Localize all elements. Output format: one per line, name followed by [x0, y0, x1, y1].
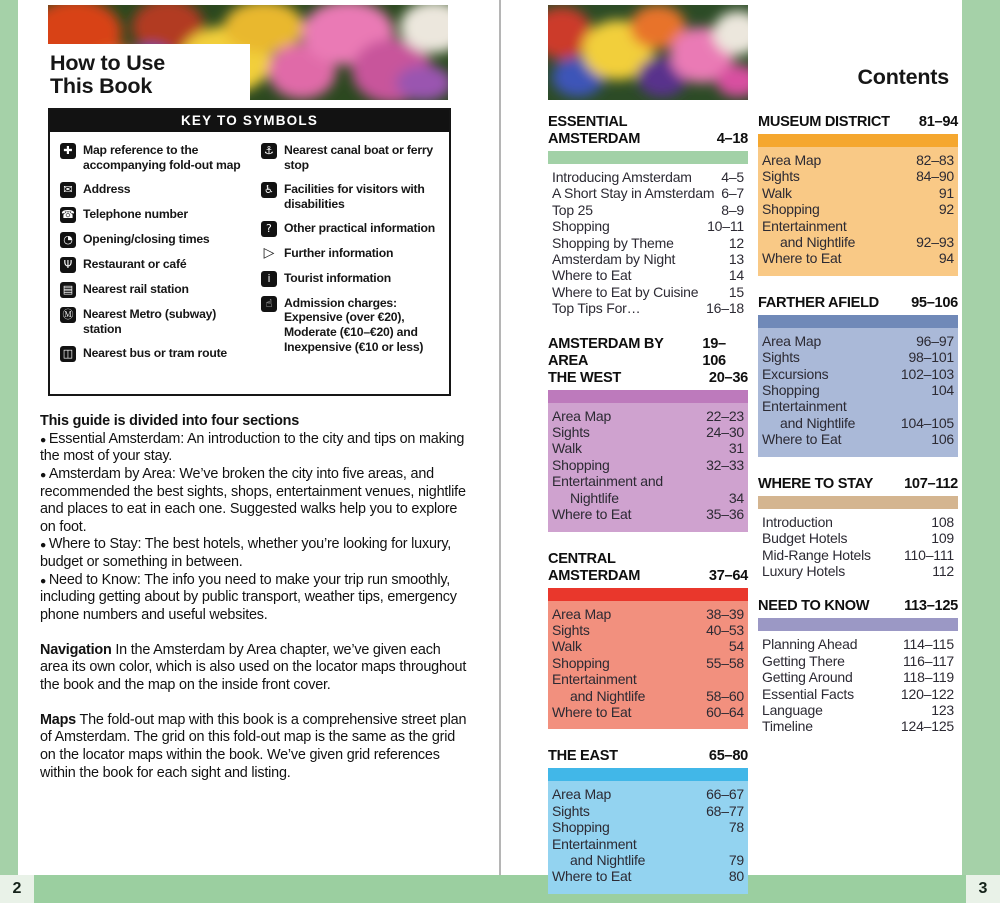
toc-item	[552, 819, 744, 835]
toc-item-label: Entertainment	[552, 671, 637, 688]
toc-item-label: Walk	[552, 440, 582, 457]
right-margin-strip	[962, 0, 1000, 875]
toc-section-header	[758, 598, 958, 615]
toc-section-the-west	[548, 336, 748, 532]
toc-item-label: Introducing Amsterdam	[552, 169, 692, 185]
toc-section-pages: 65–80	[708, 748, 748, 765]
toc-item-label: Entertainment	[762, 217, 847, 234]
maps-paragraph	[40, 712, 470, 783]
toc-block	[758, 315, 958, 457]
toc-item	[552, 704, 744, 720]
toc-item-pages: 14	[728, 267, 744, 284]
toc-item	[552, 218, 744, 234]
toc-section-pages: 113–125	[904, 598, 958, 615]
bullet-item: ● Amsterdam by Area: We’ve broken the city into five areas, and recommended the best sights, shops, entertainment venues, nightlife and places to eat in each one. Suggested walks help you to explore on foot.	[40, 466, 470, 537]
toc-item	[552, 490, 744, 506]
key-item-label: Nearest rail station	[83, 281, 189, 296]
toc-item	[762, 185, 954, 201]
toc-item-pages: 15	[728, 283, 744, 300]
toc-section-header	[548, 551, 748, 568]
maps-lead: Maps	[40, 711, 76, 728]
toc-section-title: ESSENTIAL	[548, 114, 628, 130]
toc-item-pages	[738, 473, 744, 489]
toc-item-pages: 84–90	[916, 168, 954, 185]
toc-section-need-to-know	[758, 598, 958, 734]
toc-item	[762, 563, 954, 579]
toc-item-label: and Nightlife	[570, 687, 646, 704]
toc-item-label: Top Tips For…	[552, 300, 641, 317]
toc-item-label: Getting Around	[762, 669, 853, 686]
toc-section-the-east	[548, 748, 748, 893]
toc-item-pages: 92–93	[916, 234, 954, 251]
toc-item-label: Mid-Range Hotels	[762, 546, 871, 563]
toc-item-pages: 22–23	[706, 407, 744, 424]
toc-section-title: WHERE TO STAY	[758, 475, 874, 492]
toc-item-list	[758, 147, 958, 276]
toc-section-title: MUSEUM DISTRICT	[758, 114, 890, 130]
bus-tram-icon: ◫	[60, 346, 76, 362]
toc-item-pages: 10–11	[707, 218, 744, 235]
toc-item-pages: 118–119	[902, 669, 954, 686]
toc-item-label: Luxury Hotels	[762, 562, 845, 579]
toc-item	[762, 382, 954, 398]
toc-section-header	[758, 295, 958, 312]
key-item	[261, 221, 443, 237]
toc-item-pages: 66–67	[706, 786, 744, 803]
toc-item-pages: 40–53	[706, 621, 744, 638]
toc-section-header	[548, 114, 748, 131]
toc-item	[552, 836, 744, 852]
toc-item	[552, 284, 744, 300]
toc-item-pages: 13	[728, 251, 744, 268]
key-item	[60, 207, 253, 223]
key-item	[261, 182, 443, 212]
toc-item-pages: 114–115	[902, 636, 954, 653]
toc-item-pages: 12	[728, 234, 744, 251]
toc-item-label: and Nightlife	[570, 851, 646, 868]
toc-color-bar	[758, 618, 958, 631]
toc-item-pages: 78	[728, 819, 744, 836]
toc-item-pages: 108	[931, 513, 954, 530]
key-item-label: Restaurant or café	[83, 256, 187, 271]
toc-item-list	[758, 631, 958, 734]
tourist-info-icon: i	[261, 271, 277, 287]
toc-item	[762, 415, 954, 431]
toc-item-pages	[738, 836, 744, 852]
sections-paragraph	[40, 413, 470, 625]
key-item	[60, 257, 253, 273]
toc-item-label: Area Map	[552, 407, 612, 424]
toc-item	[762, 234, 954, 250]
guide-description	[40, 413, 470, 782]
key-to-symbols-title: KEY TO SYMBOLS	[50, 110, 449, 132]
toc-item-label: Where to Eat	[552, 703, 632, 720]
toc-item	[762, 168, 954, 184]
key-column-left	[60, 143, 253, 371]
bottom-bar	[0, 875, 1000, 903]
toc-item-label: Where to Eat	[762, 250, 842, 267]
toc-color-bar	[758, 134, 958, 147]
page-title	[40, 44, 250, 106]
toc-item-pages: 58–60	[706, 687, 744, 704]
toc-section-pages: 107–112	[904, 475, 958, 492]
toc-color-bar	[548, 768, 748, 781]
toc-item-label: Nightlife	[570, 489, 619, 506]
bullet-item: ● Need to Know: The info you need to make your trip run smoothly, including getting about by public transport, weather tips, emergency phone numbers and useful websites.	[40, 572, 470, 625]
page-number-left: 2	[0, 875, 34, 903]
bullet-item: ● Where to Stay: The best hotels, whether you’re looking for luxury, budget or something in between.	[40, 536, 470, 571]
disabilities-icon: ♿	[261, 182, 277, 198]
toc-section-header	[758, 476, 958, 493]
toc-section-header	[758, 114, 958, 131]
toc-item	[762, 398, 954, 414]
toc-section-header	[548, 131, 748, 148]
toc-section-museum-district	[758, 114, 958, 276]
toc-item	[552, 622, 744, 638]
toc-column-1	[548, 114, 748, 903]
toc-item	[552, 688, 744, 704]
toc-color-bar	[758, 496, 958, 509]
toc-item	[552, 424, 744, 440]
toc-item-label: Shopping	[762, 382, 820, 399]
bullet-item: ● Essential Amsterdam: An introduction to the city and tips on making the most of your stay.	[40, 431, 470, 466]
toc-item	[762, 366, 954, 382]
key-item-label: Nearest Metro (subway) station	[83, 306, 217, 336]
toc-section-pages: 4–18	[716, 131, 748, 147]
toc-item-pages: 104	[931, 382, 954, 399]
telephone-icon: ☎	[61, 207, 75, 221]
toc-item	[552, 300, 744, 316]
page-number-right: 3	[966, 875, 1000, 903]
navigation-text: In the Amsterdam by Area chapter, we’ve given each area its own color, which is also used on the locator maps throughout the book and the map on the inside front cover.	[40, 641, 467, 693]
toc-item-pages: 60–64	[706, 703, 744, 720]
toc-item-list	[548, 601, 748, 730]
toc-item-pages: 54	[728, 638, 744, 655]
toc-item	[552, 408, 744, 424]
key-item-label: Further information	[283, 245, 394, 260]
key-item	[60, 232, 253, 248]
toc-item	[762, 530, 954, 546]
toc-item-pages: 79	[728, 851, 744, 868]
toc-item-pages: 32–33	[706, 456, 744, 473]
toc-item	[762, 514, 954, 530]
toc-item	[762, 218, 954, 234]
toc-item-pages: 16–18	[706, 300, 744, 317]
toc-item	[552, 606, 744, 622]
contents-title: Contents	[857, 64, 949, 89]
toc-section-essential-amsterdam	[548, 114, 748, 317]
toc-section-title: AMSTERDAM BY AREA	[548, 335, 664, 369]
toc-section-central-amsterdam	[548, 551, 748, 730]
admission-charges-icon: ☝	[261, 296, 277, 312]
toc-item-label: Where to Eat	[552, 267, 632, 284]
left-margin-strip	[0, 0, 18, 875]
toc-item-pages: 24–30	[706, 424, 744, 441]
key-item	[60, 307, 253, 337]
toc-item-label: Entertainment	[552, 835, 637, 852]
key-to-symbols-columns	[50, 132, 449, 371]
toc-item-pages: 4–5	[721, 169, 744, 185]
canal-boat-icon: ⚓	[261, 143, 277, 159]
key-item	[261, 271, 443, 287]
navigation-paragraph	[40, 642, 470, 695]
toc-item	[762, 333, 954, 349]
toc-item-list	[758, 328, 958, 457]
toc-item	[762, 152, 954, 168]
toc-item-label: Introduction	[762, 513, 833, 530]
toc-item	[552, 169, 744, 185]
toc-section-pages: 19–106	[702, 335, 726, 369]
key-item	[60, 346, 253, 362]
toc-item-label: Language	[762, 701, 823, 718]
toc-item-pages: 98–101	[908, 349, 954, 366]
toc-item-label: Planning Ahead	[762, 636, 858, 653]
toc-item-label: Area Map	[762, 332, 822, 349]
toc-item-list	[548, 164, 748, 317]
toc-item-pages: 82–83	[916, 152, 954, 168]
toc-section-header	[548, 336, 748, 370]
toc-item	[762, 653, 954, 669]
practical-info-icon: ?	[261, 221, 277, 237]
toc-item-pages: 6–7	[721, 185, 744, 202]
page-title-line1: How to Use	[50, 51, 166, 75]
toc-section-pages: 81–94	[918, 114, 958, 130]
toc-item-pages: 120–122	[900, 685, 954, 702]
toc-section-title: THE EAST	[548, 748, 618, 765]
toc-item	[762, 686, 954, 702]
toc-item-label: Shopping	[762, 201, 820, 218]
toc-item-pages: 92	[938, 201, 954, 218]
key-item-label: Nearest bus or tram route	[83, 345, 227, 360]
toc-item-label: Sights	[762, 349, 800, 366]
toc-item-pages: 104–105	[900, 414, 954, 431]
toc-item-label: Timeline	[762, 718, 813, 735]
toc-item-pages	[948, 398, 954, 414]
toc-section-header	[548, 748, 748, 765]
toc-item	[552, 638, 744, 654]
toc-item-pages: 55–58	[706, 654, 744, 671]
key-item	[60, 282, 253, 298]
opening-times-icon: ◔	[60, 232, 76, 248]
toc-item-pages: 68–77	[706, 802, 744, 819]
toc-item-label: Amsterdam by Night	[552, 251, 676, 268]
toc-section-title: THE WEST	[548, 369, 621, 386]
toc-color-bar	[548, 390, 748, 403]
key-item-label: Address	[83, 181, 131, 196]
toc-item-pages: 8–9	[721, 201, 744, 218]
toc-item-label: Where to Eat	[762, 431, 842, 448]
toc-item	[552, 655, 744, 671]
toc-item-label: Shopping	[552, 819, 610, 836]
key-item-label: Nearest canal boat or ferry stop	[283, 143, 434, 172]
key-item	[60, 143, 253, 173]
toc-item-label: Shopping	[552, 456, 610, 473]
toc-item	[762, 702, 954, 718]
toc-section-farther-afield	[758, 295, 958, 457]
page-gutter	[499, 0, 501, 875]
toc-item-label: Where to Eat	[552, 868, 632, 885]
toc-item-pages: 116–117	[902, 652, 954, 669]
toc-item-pages: 35–36	[706, 506, 744, 523]
toc-item	[552, 457, 744, 473]
toc-item-pages: 80	[728, 868, 744, 885]
toc-item-label: Shopping	[552, 654, 610, 671]
toc-item-label: Walk	[762, 184, 792, 201]
toc-item	[552, 202, 744, 218]
key-item-label: Map reference to the accompanying fold-out map	[83, 143, 241, 172]
toc-item-pages: 123	[931, 701, 954, 718]
toc-item-label: Getting There	[762, 652, 845, 669]
toc-block	[758, 134, 958, 276]
rail-station-icon: ▤	[60, 282, 76, 298]
key-to-symbols-box	[48, 108, 451, 396]
key-item	[261, 143, 443, 173]
toc-item-label: Excursions	[762, 365, 829, 382]
toc-item-label: Sights	[552, 621, 590, 638]
key-item-label: Other practical information	[283, 220, 436, 235]
toc-item-pages: 106	[931, 431, 954, 448]
map-reference-icon: ✚	[60, 143, 76, 159]
toc-item-label: Sights	[552, 424, 590, 441]
toc-section-header	[548, 568, 748, 585]
toc-column-2	[758, 114, 958, 754]
toc-item	[552, 185, 744, 201]
navigation-lead: Navigation	[40, 641, 112, 658]
toc-item-label: Area Map	[552, 786, 612, 803]
toc-item-label: A Short Stay in Amsterdam	[552, 185, 715, 202]
toc-item	[552, 440, 744, 456]
toc-item-pages: 34	[728, 489, 744, 506]
toc-item	[552, 671, 744, 687]
toc-block	[548, 390, 748, 532]
toc-item	[552, 251, 744, 267]
section-bullet-list	[40, 431, 470, 625]
toc-item-label: Sights	[762, 168, 800, 185]
toc-item-label: Essential Facts	[762, 685, 854, 702]
toc-item-pages: 109	[931, 530, 954, 547]
toc-item-list	[548, 403, 748, 532]
toc-section-pages: 37–64	[708, 567, 748, 584]
key-item-label: Facilities for visitors with disabilities	[283, 181, 425, 211]
toc-item-pages	[948, 218, 954, 234]
toc-color-bar	[548, 588, 748, 601]
toc-item-label: Entertainment and	[552, 473, 664, 490]
page-title-line2: This Book	[50, 74, 153, 98]
contents-title-box	[752, 52, 955, 102]
toc-item-list	[548, 781, 748, 893]
sections-heading: This guide is divided into four sections	[40, 413, 300, 429]
key-column-right	[261, 143, 443, 371]
toc-item-pages: 102–103	[900, 365, 954, 382]
toc-item	[762, 718, 954, 734]
key-item-label: Opening/closing times	[83, 231, 210, 246]
restaurant-icon: Ψ	[60, 257, 76, 273]
toc-block	[548, 151, 748, 317]
toc-item	[552, 235, 744, 251]
address-icon: ✉	[60, 182, 76, 198]
key-item	[261, 246, 443, 262]
key-item	[261, 296, 443, 356]
toc-item-pages: 110–111	[904, 546, 954, 563]
toc-item	[762, 636, 954, 652]
toc-item	[552, 267, 744, 283]
toc-item	[762, 431, 954, 447]
toc-item	[552, 786, 744, 802]
toc-item-label: Top 25	[552, 201, 593, 218]
toc-item	[552, 852, 744, 868]
toc-item-pages: 96–97	[916, 332, 954, 349]
metro-station-icon: Ⓜ	[60, 307, 76, 323]
toc-section-pages: 95–106	[911, 294, 958, 311]
toc-item-pages: 91	[938, 184, 954, 201]
toc-section-header	[548, 370, 748, 387]
toc-item-pages: 124–125	[900, 718, 954, 735]
toc-item-pages: 94	[938, 250, 954, 267]
toc-item-label: Entertainment	[762, 398, 847, 415]
toc-item-label: Budget Hotels	[762, 530, 848, 547]
toc-section-title: AMSTERDAM	[548, 131, 641, 147]
toc-item	[762, 349, 954, 365]
toc-item-label: and Nightlife	[780, 234, 856, 251]
toc-color-bar	[758, 315, 958, 328]
toc-item-label: Where to Eat by Cuisine	[552, 283, 699, 300]
toc-item-pages: 112	[932, 562, 954, 579]
toc-section-title: CENTRAL	[548, 550, 616, 567]
toc-item-pages: 31	[728, 440, 744, 457]
toc-block	[758, 496, 958, 580]
further-info-icon: ▷	[263, 244, 275, 261]
key-item	[60, 182, 253, 198]
key-item-label: Telephone number	[83, 206, 188, 221]
toc-item-list	[758, 509, 958, 580]
toc-item	[762, 669, 954, 685]
toc-section-title: FARTHER AFIELD	[758, 294, 879, 311]
toc-section-title: NEED TO KNOW	[758, 598, 870, 615]
toc-item-label: Sights	[552, 802, 590, 819]
toc-section-where-to-stay	[758, 476, 958, 580]
toc-item-pages	[738, 671, 744, 687]
toc-item-label: Walk	[552, 638, 582, 655]
toc-color-bar	[548, 151, 748, 164]
maps-text: The fold-out map with this book is a comprehensive street plan of Amsterdam. The grid on this fold-out map is the same as the grid on the locator maps within the book. We’ve given grid references within the book for each sight and listing.	[40, 711, 467, 781]
toc-item-label: Shopping	[552, 218, 610, 235]
toc-item-label: and Nightlife	[780, 414, 856, 431]
tulips-photo-right	[548, 5, 748, 100]
toc-item	[552, 506, 744, 522]
toc-block	[548, 768, 748, 893]
toc-block	[758, 618, 958, 734]
toc-item-label: Area Map	[762, 152, 822, 168]
toc-item	[552, 803, 744, 819]
toc-item	[762, 201, 954, 217]
toc-item-label: Shopping by Theme	[552, 234, 674, 251]
toc-item	[762, 250, 954, 266]
toc-item	[552, 473, 744, 489]
key-item-label: Tourist information	[283, 270, 391, 285]
toc-item	[762, 547, 954, 563]
toc-item-label: Area Map	[552, 605, 612, 622]
toc-section-title: AMSTERDAM	[548, 567, 641, 584]
toc-item	[552, 868, 744, 884]
toc-block	[548, 588, 748, 730]
key-item-label: Admission charges: Expensive (over €20), Moderate (€10–€20) and Inexpensive (€10 or less)	[283, 295, 424, 355]
toc-item-label: Where to Eat	[552, 506, 632, 523]
toc-item-pages: 38–39	[706, 605, 744, 622]
toc-section-pages: 20–36	[708, 369, 748, 386]
